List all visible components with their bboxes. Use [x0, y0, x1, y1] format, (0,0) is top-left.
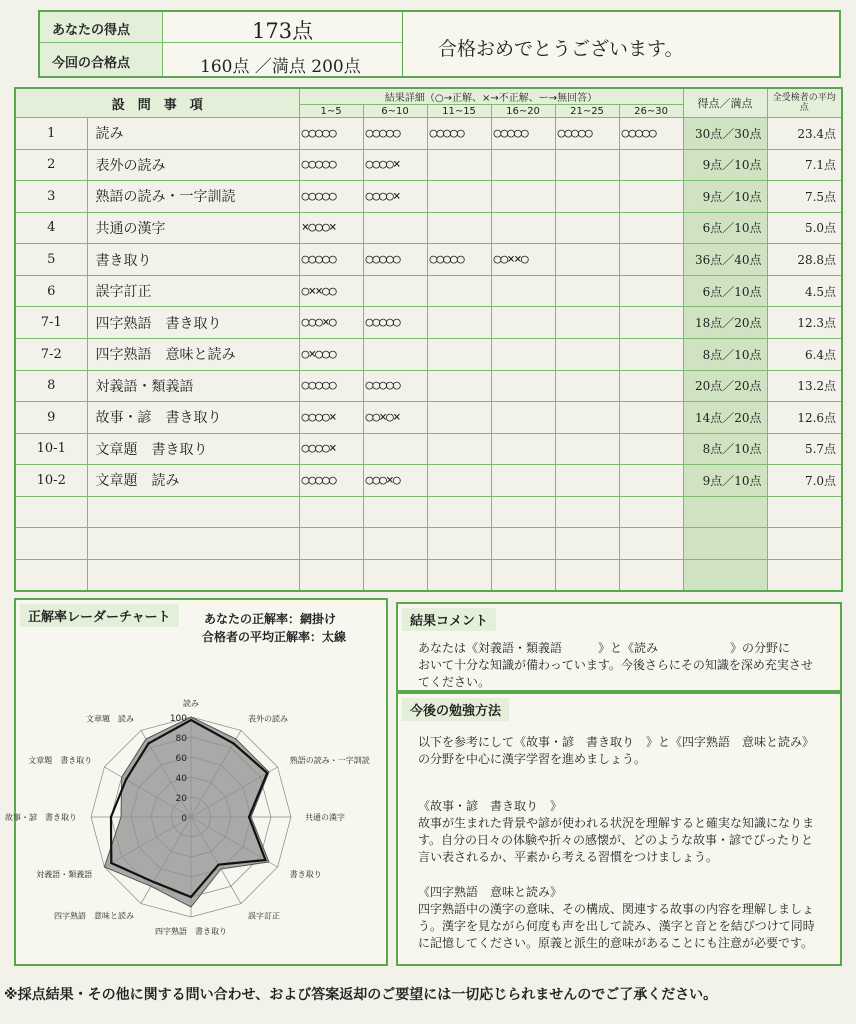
- study-box: [396, 692, 842, 966]
- row-score: 20点／20点: [683, 370, 767, 402]
- row-marks: [363, 433, 427, 465]
- radar-panel: [5, 598, 388, 966]
- row-item-name: 対義語・類義語: [87, 370, 299, 402]
- pass-value: 160点 ／満点 200点: [200, 57, 361, 77]
- row-marks: ○××○○: [299, 275, 363, 307]
- table-row: [15, 275, 842, 307]
- row-marks: [427, 149, 491, 181]
- row-marks: ○○○○○: [299, 149, 363, 181]
- table-row: [15, 402, 842, 434]
- radar-title: 正解率レーダーチャート: [20, 604, 179, 627]
- empty-cell: [555, 528, 619, 560]
- row-average: 4.5点: [767, 275, 842, 307]
- row-marks: ○○○○○: [427, 244, 491, 276]
- row-marks: ○○○×○: [363, 465, 427, 497]
- radar-tick-label: 100: [169, 714, 187, 724]
- row-marks: ×○○○×: [299, 212, 363, 244]
- radar-tick-label: 80: [175, 734, 187, 744]
- row-marks: ○○○○○: [363, 244, 427, 276]
- row-marks: [427, 338, 491, 370]
- empty-cell: [619, 559, 683, 591]
- col-items: 設 問 事 項: [15, 88, 299, 118]
- row-marks: [363, 212, 427, 244]
- empty-cell: [491, 559, 555, 591]
- comment-text: [418, 640, 813, 691]
- row-marks: [491, 212, 555, 244]
- study-line: す。自分の日々の体験や折々の感懐が、どのような故事・諺でぴったりと: [418, 833, 814, 847]
- empty-cell: [15, 559, 87, 591]
- radar-axis-label: 四字熟語 書き取り: [155, 927, 227, 936]
- row-marks: [619, 338, 683, 370]
- row-marks: ○○○×○: [299, 307, 363, 339]
- row-item-name: 共通の漢字: [87, 212, 299, 244]
- row-marks: [555, 370, 619, 402]
- empty-cell: [87, 496, 299, 528]
- row-marks: [619, 402, 683, 434]
- comment-line: てください。: [418, 675, 491, 689]
- row-marks: ○○○○○: [299, 370, 363, 402]
- row-score: 9点／10点: [683, 465, 767, 497]
- row-number: 10-2: [15, 465, 87, 497]
- header-divider: [402, 12, 403, 76]
- row-marks: [619, 149, 683, 181]
- empty-cell: [683, 559, 767, 591]
- table-row: [15, 149, 842, 181]
- your-score-label-cell: [40, 12, 163, 43]
- row-average: 7.5点: [767, 181, 842, 213]
- row-item-name: 書き取り: [87, 244, 299, 276]
- row-score: 30点／30点: [683, 118, 767, 150]
- table-row: [15, 244, 842, 276]
- row-marks: ○○×○×: [363, 402, 427, 434]
- radar-chart: [5, 644, 386, 964]
- row-marks: [619, 244, 683, 276]
- row-marks: [619, 307, 683, 339]
- table-row: [15, 496, 842, 528]
- empty-cell: [491, 496, 555, 528]
- col-range: 6~10: [363, 105, 427, 118]
- empty-cell: [427, 528, 491, 560]
- row-score: 36点／40点: [683, 244, 767, 276]
- row-number: 2: [15, 149, 87, 181]
- empty-cell: [299, 528, 363, 560]
- table-row: [15, 370, 842, 402]
- pass-message: 合格おめでとうございます。: [438, 38, 684, 60]
- row-average: 5.7点: [767, 433, 842, 465]
- row-item-name: 故事・諺 書き取り: [87, 402, 299, 434]
- radar-axis-label: 四字熟語 意味と読み: [54, 911, 134, 921]
- row-marks: ○○○○○: [363, 118, 427, 150]
- row-marks: ○○○○×: [299, 402, 363, 434]
- study-title: 今後の勉強方法: [402, 698, 509, 721]
- row-marks: ○○○○○: [491, 118, 555, 150]
- empty-cell: [683, 496, 767, 528]
- empty-cell: [87, 528, 299, 560]
- empty-cell: [491, 528, 555, 560]
- row-marks: [427, 465, 491, 497]
- table-row: [15, 307, 842, 339]
- row-number: 3: [15, 181, 87, 213]
- your-score-cell: [162, 12, 403, 43]
- col-range: 11~15: [427, 105, 491, 118]
- study-intro: [418, 734, 814, 768]
- row-score: 9点／10点: [683, 149, 767, 181]
- row-marks: [555, 465, 619, 497]
- table-row: [15, 212, 842, 244]
- row-marks: [427, 433, 491, 465]
- study-line: 言い表されるか、平素から考える習慣をつけましょう。: [418, 850, 719, 864]
- empty-cell: [15, 496, 87, 528]
- row-average: 23.4点: [767, 118, 842, 150]
- row-marks: [491, 433, 555, 465]
- row-marks: [555, 212, 619, 244]
- row-average: 28.8点: [767, 244, 842, 276]
- empty-cell: [683, 528, 767, 560]
- row-marks: [427, 212, 491, 244]
- row-number: 8: [15, 370, 87, 402]
- pass-label: 今回の合格点: [52, 56, 131, 71]
- row-marks: [555, 149, 619, 181]
- footer-notice: ※採点結果・その他に関する問い合わせ、および答案返却のご要望には一切応じられませんのでご了承ください。: [4, 987, 718, 1003]
- radar-axis-label: 文章題 書き取り: [28, 756, 93, 765]
- row-score: 14点／20点: [683, 402, 767, 434]
- row-marks: [619, 181, 683, 213]
- row-marks: [555, 338, 619, 370]
- radar-axis-label: 誤字訂正: [248, 911, 280, 921]
- row-marks: ○○○○○: [299, 118, 363, 150]
- row-number: 7-1: [15, 307, 87, 339]
- score-header: [38, 10, 841, 78]
- row-marks: [619, 212, 683, 244]
- study-section-1: [418, 798, 814, 866]
- row-score: 9点／10点: [683, 181, 767, 213]
- row-marks: [555, 402, 619, 434]
- study-line: 故事が生まれた背景や諺が使われる状況を理解すると確実な知識になりま: [418, 816, 815, 830]
- row-marks: [427, 275, 491, 307]
- row-marks: [363, 275, 427, 307]
- empty-cell: [299, 559, 363, 591]
- comment-title: 結果コメント: [402, 608, 496, 631]
- col-avg: 全受検者の平均点: [767, 88, 842, 118]
- col-range: 21~25: [555, 105, 619, 118]
- empty-cell: [555, 559, 619, 591]
- empty-cell: [619, 528, 683, 560]
- col-score: 得点／満点: [683, 88, 767, 118]
- row-marks: [427, 402, 491, 434]
- empty-cell: [87, 559, 299, 591]
- row-marks: [427, 307, 491, 339]
- radar-axis-label: 対義語・類義語: [36, 870, 93, 879]
- row-marks: ○×○○○: [299, 338, 363, 370]
- row-marks: [619, 465, 683, 497]
- table-row: [15, 433, 842, 465]
- row-score: 18点／20点: [683, 307, 767, 339]
- row-marks: [555, 244, 619, 276]
- radar-tick-label: 20: [175, 794, 187, 804]
- radar-axis-label: 読み: [183, 699, 199, 708]
- study-intro-line: 以下を参考にして《故事・諺 書き取り 》と《四字熟語 意味と読み》: [418, 735, 815, 749]
- table-row: [15, 181, 842, 213]
- row-item-name: 誤字訂正: [87, 275, 299, 307]
- row-marks: [491, 275, 555, 307]
- study-section-2-title: 《四字熟語 意味と読み》: [418, 885, 563, 899]
- row-marks: [363, 338, 427, 370]
- row-number: 4: [15, 212, 87, 244]
- empty-cell: [767, 528, 842, 560]
- radar-tick-label: 60: [175, 754, 187, 764]
- empty-cell: [363, 528, 427, 560]
- row-score: 6点／10点: [683, 212, 767, 244]
- row-average: 7.0点: [767, 465, 842, 497]
- empty-cell: [15, 528, 87, 560]
- radar-axis-label: 書き取り: [289, 870, 322, 879]
- row-marks: ○○○○○: [299, 181, 363, 213]
- row-marks: ○○○○×: [363, 149, 427, 181]
- pass-label-cell: [40, 43, 163, 76]
- radar-tick-label: 0: [181, 814, 187, 824]
- row-marks: ○○○○○: [363, 307, 427, 339]
- row-marks: [555, 181, 619, 213]
- row-marks: [491, 402, 555, 434]
- row-number: 7-2: [15, 338, 87, 370]
- table-row: [15, 559, 842, 591]
- empty-cell: [299, 496, 363, 528]
- row-item-name: 四字熟語 書き取り: [87, 307, 299, 339]
- row-average: 13.2点: [767, 370, 842, 402]
- row-marks: ○○○○○: [299, 244, 363, 276]
- row-average: 12.6点: [767, 402, 842, 434]
- empty-cell: [767, 496, 842, 528]
- radar-legend-you: あなたの正解率：網掛け: [204, 612, 337, 626]
- table-row: [15, 338, 842, 370]
- radar-axis-label: 表外の読み: [248, 714, 288, 724]
- comment-line: あなたは《対義語・類義語 》と《読み 》の分野に: [418, 641, 791, 655]
- empty-cell: [363, 496, 427, 528]
- study-line: に記憶してください。原義と派生的意味があることにも注意が必要です。: [418, 936, 814, 950]
- row-score: 8点／10点: [683, 338, 767, 370]
- row-marks: [427, 181, 491, 213]
- radar-tick-label: 40: [175, 774, 187, 784]
- row-marks: [555, 275, 619, 307]
- row-marks: [491, 181, 555, 213]
- radar-your-rate: [104, 717, 269, 907]
- empty-cell: [427, 559, 491, 591]
- radar-legend-pass: 合格者の平均正解率：太線: [202, 630, 347, 644]
- row-average: 5.0点: [767, 212, 842, 244]
- comment-line: おいて十分な知識が備わっています。今後さらにその知識を深め充実させ: [418, 658, 813, 672]
- col-range: 1~5: [299, 105, 363, 118]
- row-marks: [491, 465, 555, 497]
- your-score-label: あなたの得点: [52, 23, 131, 38]
- row-marks: [619, 370, 683, 402]
- row-marks: ○○○○○: [555, 118, 619, 150]
- row-number: 1: [15, 118, 87, 150]
- row-marks: ○○○○×: [363, 181, 427, 213]
- row-marks: [491, 338, 555, 370]
- row-marks: [619, 433, 683, 465]
- table-row: [15, 528, 842, 560]
- study-line: 四字熟語中の漢字の意味、その構成、関連する故事の内容を理解しましょ: [418, 902, 815, 916]
- col-detail: 結果詳細（○→正解、×→不正解、ー→無回答）: [299, 88, 683, 105]
- row-number: 6: [15, 275, 87, 307]
- row-marks: [555, 433, 619, 465]
- empty-cell: [555, 496, 619, 528]
- row-marks: [491, 370, 555, 402]
- radar-axis-label: 故事・諺 書き取り: [5, 813, 77, 822]
- row-item-name: 表外の読み: [87, 149, 299, 181]
- row-item-name: 文章題 書き取り: [87, 433, 299, 465]
- row-marks: [427, 370, 491, 402]
- row-marks: ○○○○○: [299, 465, 363, 497]
- your-score: 173点: [252, 19, 314, 43]
- study-section-2: [418, 884, 815, 952]
- study-section-1-title: 《故事・諺 書き取り 》: [418, 799, 563, 813]
- row-item-name: 四字熟語 意味と読み: [87, 338, 299, 370]
- empty-cell: [619, 496, 683, 528]
- empty-cell: [363, 559, 427, 591]
- study-intro-line: の分野を中心に漢字学習を進めましょう。: [418, 752, 647, 766]
- row-number: 10-1: [15, 433, 87, 465]
- row-item-name: 読み: [87, 118, 299, 150]
- row-score: 6点／10点: [683, 275, 767, 307]
- row-average: 12.3点: [767, 307, 842, 339]
- row-marks: [619, 275, 683, 307]
- results-table: [14, 87, 843, 592]
- row-marks: [491, 307, 555, 339]
- radar-axis-label: 熟語の読み・一字訓読: [289, 756, 370, 765]
- row-item-name: 熟語の読み・一字訓読: [87, 181, 299, 213]
- row-marks: ○○○○○: [619, 118, 683, 150]
- col-range: 26~30: [619, 105, 683, 118]
- empty-cell: [767, 559, 842, 591]
- row-number: 5: [15, 244, 87, 276]
- radar-axis-label: 共通の漢字: [305, 813, 345, 822]
- row-marks: [491, 149, 555, 181]
- row-item-name: 文章題 読み: [87, 465, 299, 497]
- comment-box: [396, 602, 842, 692]
- row-marks: ○○○○○: [427, 118, 491, 150]
- study-line: う。漢字を見ながら何度も声を出して読み、漢字と音とを結びつけて同時: [418, 919, 815, 933]
- row-average: 6.4点: [767, 338, 842, 370]
- row-marks: [555, 307, 619, 339]
- table-row: [15, 465, 842, 497]
- empty-cell: [427, 496, 491, 528]
- radar-axis-label: 文章題 読み: [86, 714, 134, 724]
- col-range: 16~20: [491, 105, 555, 118]
- row-marks: ○○○○×: [299, 433, 363, 465]
- row-number: 9: [15, 402, 87, 434]
- row-marks: ○○○○○: [363, 370, 427, 402]
- row-marks: ○○××○: [491, 244, 555, 276]
- row-average: 7.1点: [767, 149, 842, 181]
- row-score: 8点／10点: [683, 433, 767, 465]
- table-row: [15, 118, 842, 150]
